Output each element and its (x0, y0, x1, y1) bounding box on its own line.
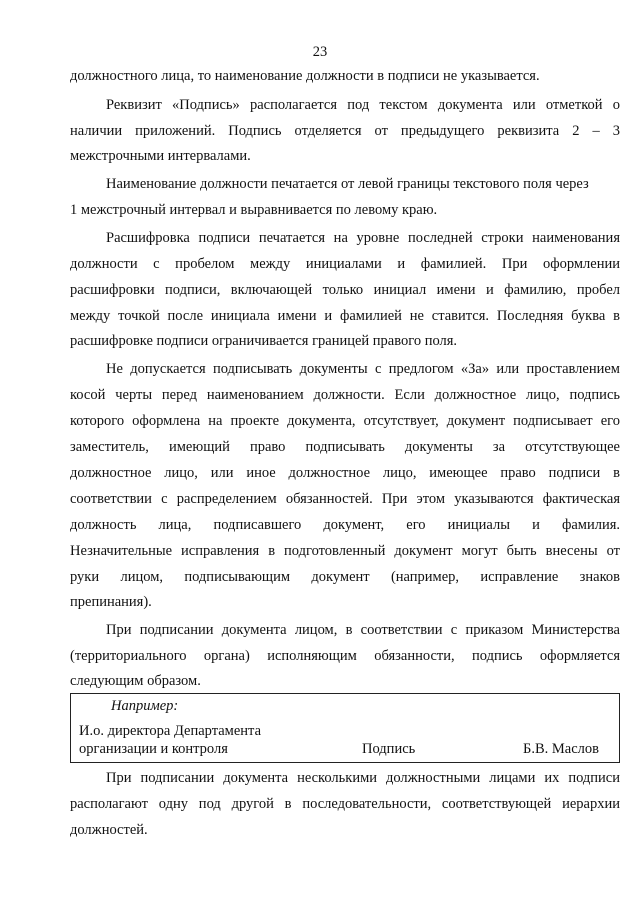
text-line: заместитель, имеющий право подписывать документы за отсутствующее (70, 439, 620, 455)
text-line: Расшифровка подписи печатается на уровне последней строки наименования (106, 230, 620, 246)
text-line: Незначительные исправления в подготовленный документ могут быть внесены от (70, 543, 620, 559)
signature-example-box (70, 693, 620, 763)
text-line: косой черты перед наименованием должности. Если должностное лицо, подпись (70, 387, 620, 403)
text-line: Не допускается подписывать документы с предлогом «За» или проставлением (106, 361, 620, 377)
text-line: расшифровки подписи, включающей только инициал имени и фамилию, пробел (70, 282, 620, 298)
text-line: (территориального органа) исполняющим обязанности, подпись оформляется (70, 648, 620, 664)
text-line: должности с пробелом между инициалами и фамилией. При оформлении (70, 256, 620, 272)
text-line: между точкой после инициала имени и фамилией не ставится. Последняя буква в (70, 308, 620, 324)
page-number: 23 (312, 44, 328, 60)
signer-position-line1: И.о. директора Департамента (79, 723, 262, 739)
text-line: следующим образом. (70, 673, 201, 689)
text-line: 1 межстрочный интервал и выравнивается по левому краю. (70, 202, 438, 218)
text-line: препинания). (70, 594, 152, 610)
signer-name: Б.В. Маслов (523, 741, 599, 757)
text-line: которого оформлена на проекте документа, отсутствует, документ подписывает его (70, 413, 620, 429)
text-line: должность лица, подписавшего документ, его инициалы и фамилия. (70, 517, 620, 533)
signer-position-line2: организации и контроля (79, 741, 228, 757)
text-line: межстрочными интервалами. (70, 148, 251, 164)
text-line: должностного лица, то наименование должности в подписи не указывается. (70, 68, 540, 84)
text-line: соответствии с распределением обязанностей. При этом указываются фактическая (70, 491, 620, 507)
signature-placeholder: Подпись (362, 741, 416, 757)
text-line: должностей. (70, 822, 148, 838)
example-label: Например: (111, 698, 179, 714)
text-line: должностное лицо, или иное должностное лицо, имеющее право подписи в (70, 465, 620, 481)
text-line: наличии приложений. Подпись отделяется от предыдущего реквизита 2 – 3 (70, 123, 620, 139)
text-line: расшифровке подписи ограничивается границей правого поля. (70, 333, 458, 349)
text-line: При подписании документа несколькими должностными лицами их подписи (106, 770, 620, 786)
text-line: располагают одну под другой в последовательности, соответствующей иерархии (70, 796, 620, 812)
text-line: При подписании документа лицом, в соответствии с приказом Министерства (106, 622, 620, 638)
text-line: Наименование должности печатается от левой границы текстового поля через (106, 176, 589, 192)
text-line: Реквизит «Подпись» располагается под текстом документа или отметкой о (106, 97, 620, 113)
text-line: руки лицом, подписывающим документ (например, исправление знаков (70, 569, 620, 585)
